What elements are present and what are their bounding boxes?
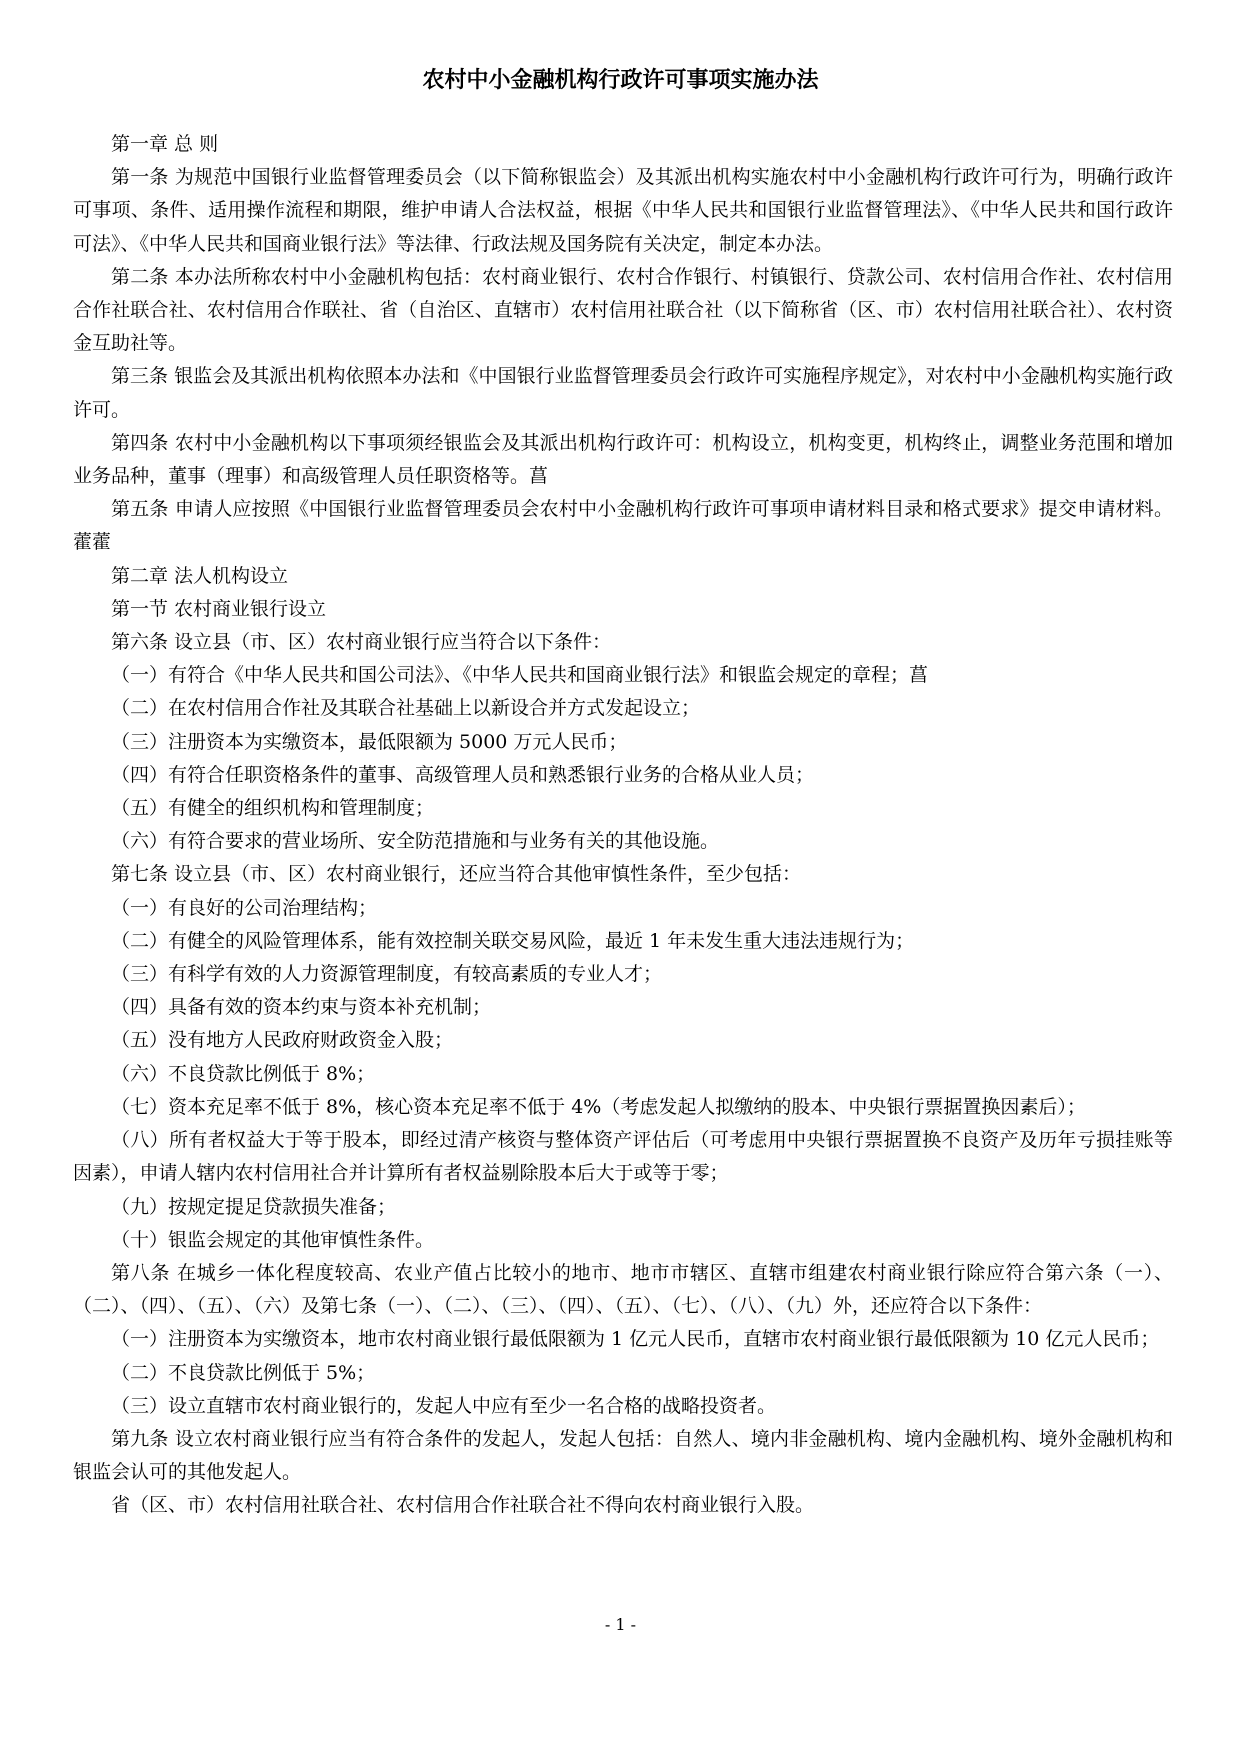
article-7-item-5: （五）没有地方人民政府财政资金入股； (111, 1029, 454, 1052)
article-4: 第四条 农村中小金融机构以下事项须经银监会及其派出机构行政许可：机构设立，机构变更，机构终止，调整业务范围和增加业务品种，董事（理事）和高级管理人员任职资格等。菖 (73, 431, 1173, 488)
page-number: - 1 - (604, 1615, 637, 1634)
article-6-item-6: （六）有符合要求的营业场所、安全防范措施和与业务有关的其他设施。 (111, 830, 720, 853)
article-6-item-3: （三）注册资本为实缴资本，最低限额为 5000 万元人民币； (111, 730, 628, 753)
article-7-item-9: （九）按规定提足贷款损失准备； (111, 1195, 397, 1218)
article-6: 第六条 设立县（市、区）农村商业银行应当符合以下条件： (111, 631, 612, 654)
chapter-1-heading: 第一章 总 则 (111, 133, 219, 155)
article-5: 第五条 申请人应按照《中国银行业监督管理委员会农村中小金融机构行政许可事项申请材料目录和格式要求》提交申请材料。藿藿 (73, 498, 1173, 554)
article-7-item-6: （六）不良贷款比例低于 8%； (111, 1062, 376, 1085)
article-3: 第三条 银监会及其派出机构依照本办法和《中国银行业监督管理委员会行政许可实施程序规定》，对农村中小金融机构实施行政许可。 (73, 365, 1173, 421)
article-6-item-1: （一）有符合《中华人民共和国公司法》、《中华人民共和国商业银行法》和银监会规定的章程；菖 (111, 664, 929, 687)
article-8-item-3: （三）设立直辖市农村商业银行的，发起人中应有至少一名合格的战略投资者。 (111, 1394, 777, 1417)
article-7-item-10: （十）银监会规定的其他审慎性条件。 (111, 1228, 435, 1251)
article-6-item-2: （二）在农村信用合作社及其联合社基础上以新设合并方式发起设立； (111, 697, 701, 720)
article-7-item-1: （一）有良好的公司治理结构； (111, 896, 378, 919)
article-7: 第七条 设立县（市、区）农村商业银行，还应当符合其他审慎性条件，至少包括： (111, 863, 802, 886)
document-title: 农村中小金融机构行政许可事项实施办法 (422, 68, 819, 93)
article-9-note: 省（区、市）农村信用社联合社、农村信用合作社联合社不得向农村商业银行入股。 (111, 1494, 815, 1517)
article-7-item-2: （二）有健全的风险管理体系，能有效控制关联交易风险，最近 1 年未发生重大违法违规行为； (111, 929, 915, 952)
article-8: 第八条 在城乡一体化程度较高、农业产值占比较小的地市、地市市辖区、直辖市组建农村商业银行除应符合第六条（一）、（二）、（四）、（五）、（六）及第七条（一）、（二）、（三）、（四）、（五）、（七）、（八）、（九）外，还应符合以下条件： (73, 1261, 1173, 1318)
article-8-item-2: （二）不良贷款比例低于 5%； (111, 1361, 376, 1384)
section-1-heading: 第一节 农村商业银行设立 (111, 597, 327, 620)
article-6-item-4: （四）有符合任职资格条件的董事、高级管理人员和熟悉银行业务的合格从业人员； (111, 763, 815, 786)
article-7-item-8: （八）所有者权益大于等于股本，即经过清产核资与整体资产评估后（可考虑用中央银行票据置换不良资产及历年亏损挂账等因素），申请人辖内农村信用社合并计算所有者权益剔除股本后大于或等于零； (73, 1129, 1173, 1185)
article-7-item-3: （三）有科学有效的人力资源管理制度，有较高素质的专业人才； (111, 963, 663, 986)
article-7-item-7: （七）资本充足率不低于 8%，核心资本充足率不低于 4%（考虑发起人拟缴纳的股本、中央银行票据置换因素后）； (111, 1095, 1086, 1118)
article-7-item-4: （四）具备有效的资本约束与资本补充机制； (111, 996, 492, 1019)
document-body (73, 128, 1173, 1523)
article-9: 第九条 设立农村商业银行应当有符合条件的发起人，发起人包括：自然人、境内非金融机构、境内金融机构、境外金融机构和银监会认可的其他发起人。 (73, 1427, 1173, 1484)
article-6-item-5: （五）有健全的组织机构和管理制度； (111, 797, 435, 820)
article-2: 第二条 本办法所称农村中小金融机构包括：农村商业银行、农村合作银行、村镇银行、贷款公司、农村信用合作社、农村信用合作社联合社、农村信用合作联社、省（自治区、直辖市）农村信用社联合社（以下简称省（区、市）农村信用社联合社）、农村资金互助社等。 (73, 265, 1173, 355)
article-1: 第一条 为规范中国银行业监督管理委员会（以下简称银监会）及其派出机构实施农村中小金融机构行政许可行为，明确行政许可事项、条件、适用操作流程和期限，维护申请人合法权益，根据《中华人民共和国银行业监督管理法》、《中华人民共和国行政许可法》、《中华人民共和国商业银行法》等法律、行政法规及国务院有关决定，制定本办法。 (73, 166, 1173, 255)
chapter-2-heading: 第二章 法人机构设立 (111, 564, 289, 587)
article-8-item-1: （一）注册资本为实缴资本，地市农村商业银行最低限额为 1 亿元人民币，直辖市农村商业银行最低限额为 10 亿元人民币； (111, 1328, 1160, 1351)
